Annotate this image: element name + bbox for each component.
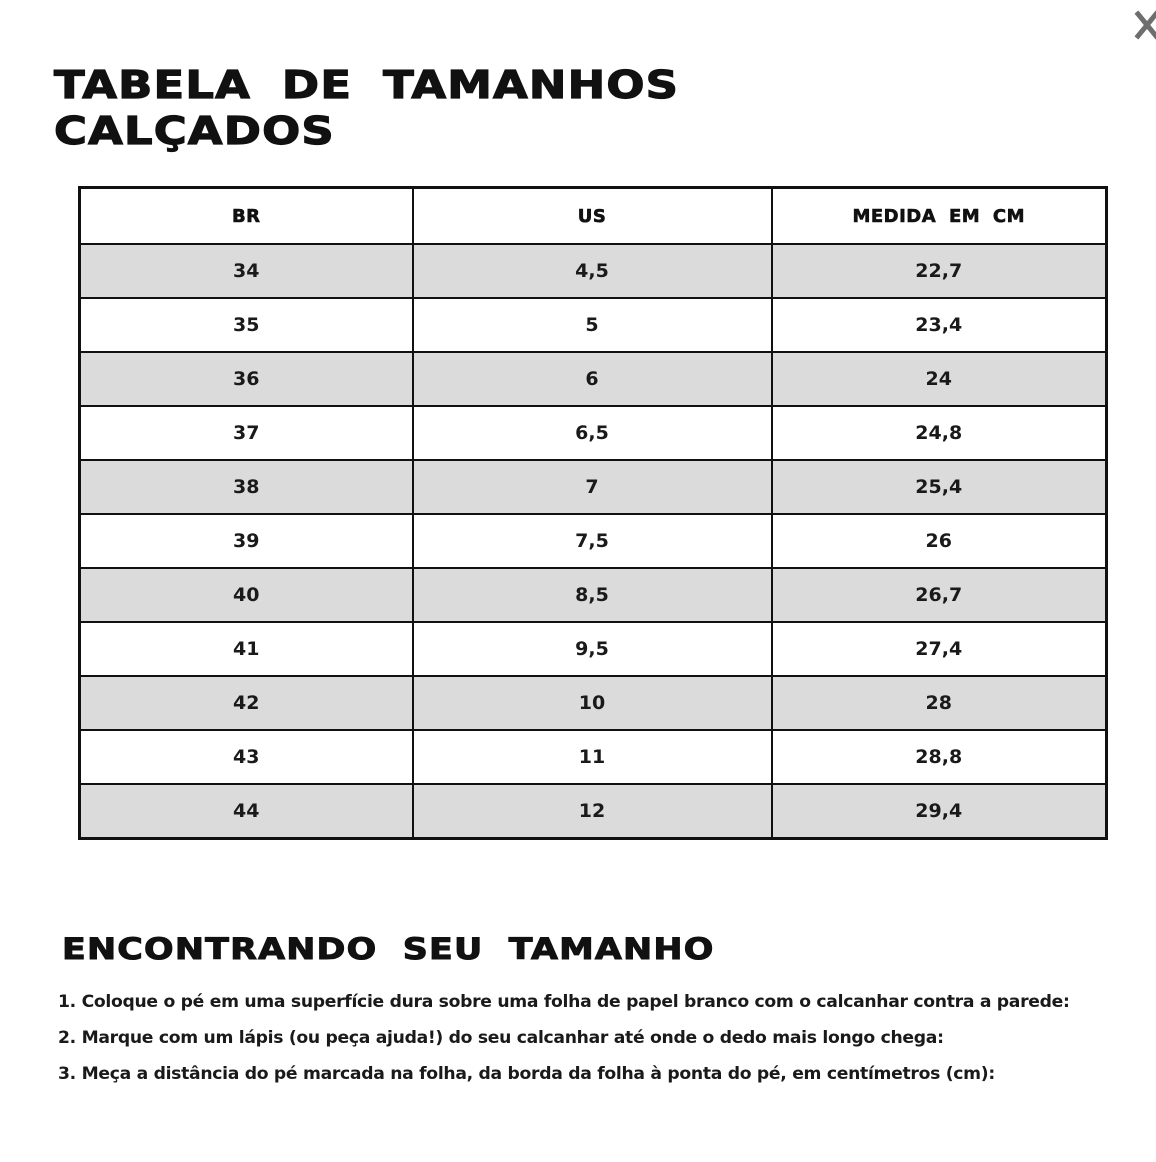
table-row xyxy=(80,622,1107,676)
cell-us: 7,5 xyxy=(413,514,772,568)
guide-title: ENCONTRANDO SEU TAMANHO xyxy=(62,932,715,966)
table-row xyxy=(80,730,1107,784)
cell-cm: 22,7 xyxy=(772,244,1107,298)
guide-steps xyxy=(58,984,1070,1092)
guide-step: 3. Meça a distância do pé marcada na folha, da borda da folha à ponta do pé, em centímetros (cm): xyxy=(58,1064,995,1084)
cell-us: 10 xyxy=(413,676,772,730)
cell-cm: 28 xyxy=(772,676,1107,730)
cell-cm: 25,4 xyxy=(772,460,1107,514)
cell-cm: 24,8 xyxy=(772,406,1107,460)
table-row xyxy=(80,676,1107,730)
cell-cm: 27,4 xyxy=(772,622,1107,676)
guide-step: 2. Marque com um lápis (ou peça ajuda!) do seu calcanhar até onde o dedo mais longo chega: xyxy=(58,1028,944,1048)
guide-step: 1. Coloque o pé em uma superfície dura sobre uma folha de papel branco com o calcanhar contra a parede: xyxy=(58,992,1070,1012)
close-icon[interactable] xyxy=(1134,8,1156,42)
cell-br: 43 xyxy=(80,730,413,784)
table-row xyxy=(80,514,1107,568)
table-row xyxy=(80,298,1107,352)
table-row xyxy=(80,784,1107,839)
page-title xyxy=(54,62,679,154)
cell-br: 36 xyxy=(80,352,413,406)
title-line-1: TABELA DE TAMANHOS xyxy=(54,63,680,107)
cell-us: 6 xyxy=(413,352,772,406)
header-br: BR xyxy=(80,188,413,245)
cell-us: 5 xyxy=(413,298,772,352)
cell-cm: 23,4 xyxy=(772,298,1107,352)
cell-br: 38 xyxy=(80,460,413,514)
cell-us: 7 xyxy=(413,460,772,514)
cell-us: 8,5 xyxy=(413,568,772,622)
cell-cm: 26 xyxy=(772,514,1107,568)
table-row xyxy=(80,352,1107,406)
cell-br: 44 xyxy=(80,784,413,839)
table-row xyxy=(80,460,1107,514)
table-row xyxy=(80,244,1107,298)
cell-cm: 29,4 xyxy=(772,784,1107,839)
cell-cm: 24 xyxy=(772,352,1107,406)
cell-br: 41 xyxy=(80,622,413,676)
table-header-row xyxy=(80,188,1107,245)
size-table xyxy=(78,186,1108,840)
table-row xyxy=(80,568,1107,622)
table-row xyxy=(80,406,1107,460)
cell-br: 34 xyxy=(80,244,413,298)
cell-br: 42 xyxy=(80,676,413,730)
cell-us: 11 xyxy=(413,730,772,784)
cell-cm: 26,7 xyxy=(772,568,1107,622)
cell-br: 39 xyxy=(80,514,413,568)
cell-br: 37 xyxy=(80,406,413,460)
cell-us: 9,5 xyxy=(413,622,772,676)
header-us: US xyxy=(413,188,772,245)
cell-br: 35 xyxy=(80,298,413,352)
cell-cm: 28,8 xyxy=(772,730,1107,784)
cell-us: 4,5 xyxy=(413,244,772,298)
cell-us: 6,5 xyxy=(413,406,772,460)
title-line-2: CALÇADOS xyxy=(54,109,335,153)
cell-br: 40 xyxy=(80,568,413,622)
cell-us: 12 xyxy=(413,784,772,839)
header-cm: MEDIDA EM CM xyxy=(772,188,1107,245)
